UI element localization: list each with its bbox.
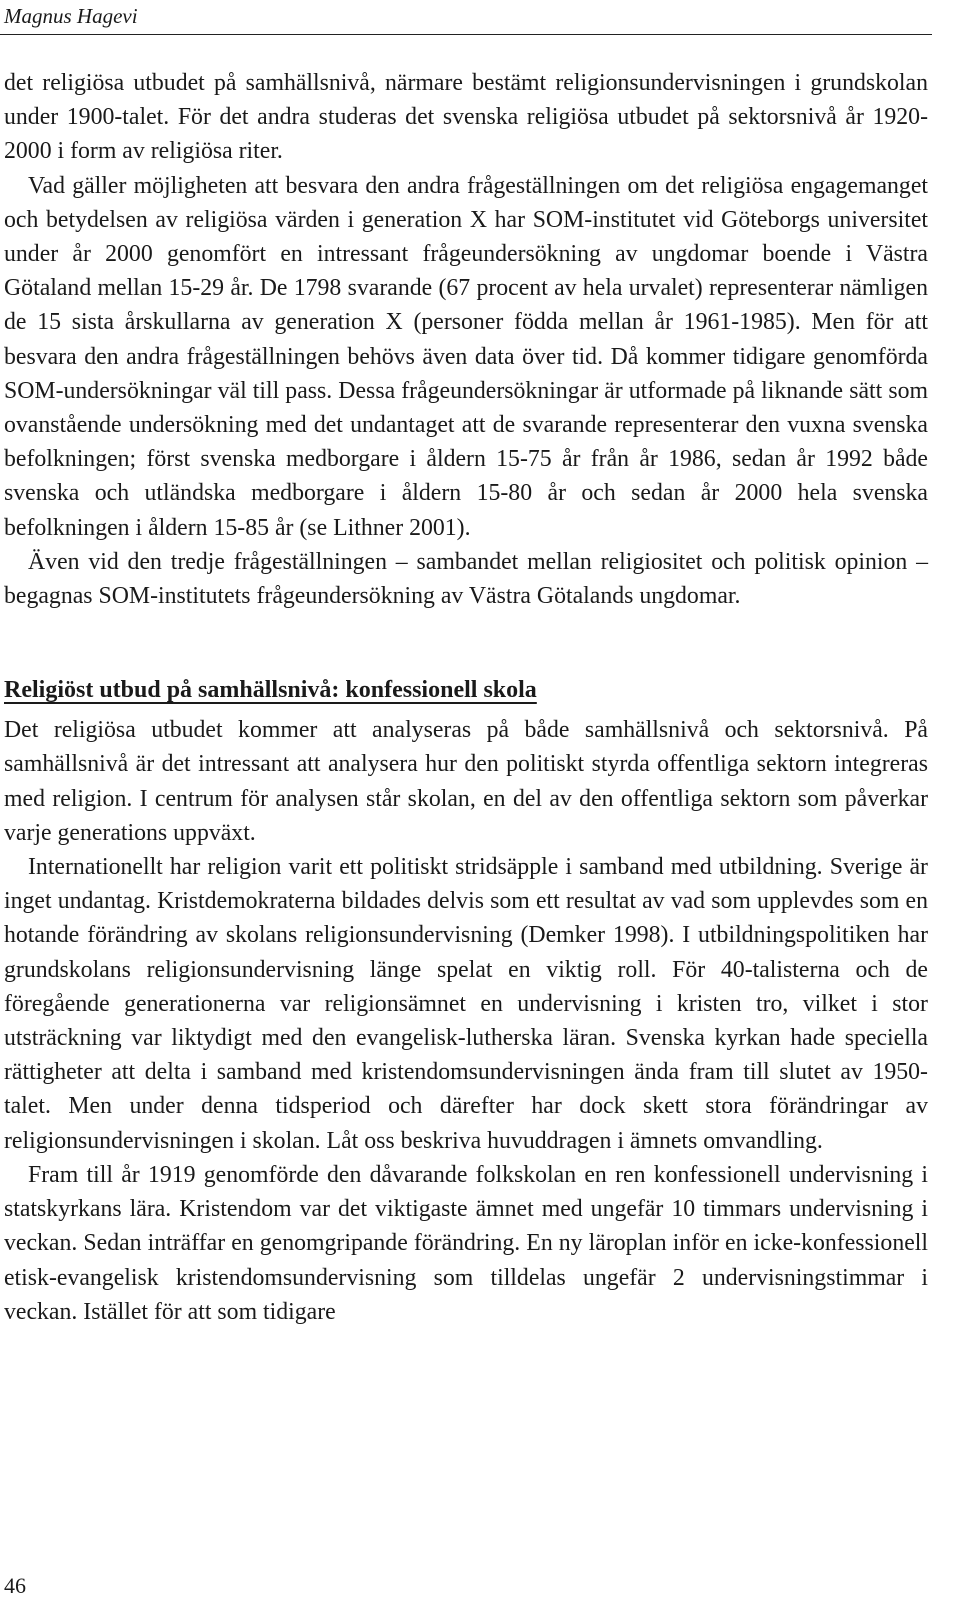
running-header-author: Magnus Hagevi — [4, 4, 138, 28]
paragraph-until-1919: Fram till år 1919 genomförde den dåvarande folkskolan en ren konfessionell undervisning i statskyrkans lära. Kristendom var det viktigaste ämnet med ungefär 10 timmars undervisning i veckan. Sedan inträffar en genomgripande förändring. En ny läroplan inför en icke-konfessionell etisk-evangelisk kristendomsundervisning som tilldelas ungefär 2 undervisningstimmar i veckan. Istället för att som tidigare — [4, 1161, 928, 1325]
paragraph-section-intro: Det religiösa utbudet kommer att analyseras på både samhällsnivå och sektorsnivå. På samhällsnivå är det intressant att analysera hur den politiskt styrda offentliga sektorn integreras med religion. I centrum för analysen står skolan, en del av den offentliga sektorn som påverkar varje generations uppväxt. — [4, 717, 928, 846]
section-heading: Religiöst utbud på samhällsnivå: konfessionell skola — [4, 677, 537, 704]
paragraph-international: Internationellt har religion varit ett politiskt stridsäpple i samband med utbildning. Sverige är inget undantag. Kristdemokraterna bildades delvis som ett resultat av vad som upplevdes som en hotande förändring av skolans religionsundervisning (Demker 1998). I utbildningspolitiken har grundskolans religionsundervisning länge spelat en viktig roll. För 40-talisterna och de föregående generationerna var religionsämnet en undervisning i kristen tro, vilket i stor utsträckning var liktydigt med den evangelisk-lutherska läran. Svenska kyrkan hade speciella rättigheter att delta i samband med kristendomsundervisningen ända fram till slutet av 1950-talet. Men under denna tidsperiod och därefter har dock skett stora förändringar av religionsundervisningen i skolan. Låt oss beskriva huvuddragen i ämnets omvandling. — [4, 854, 928, 1154]
paragraph-third-question: Även vid den tredje frågeställningen – sambandet mellan religiositet och politisk opinion – begagnas SOM-institutets frågeundersökning av Västra Götalands ungdomar. — [4, 548, 928, 610]
paragraph-continued: det religiösa utbudet på samhällsnivå, närmare bestämt religionsundervisningen i grundskolan under 1900-talet. För det andra studeras det svenska religiösa utbudet på sektorsnivå år 1920-2000 i form av religiösa riter. — [4, 70, 928, 165]
page-number: 46 — [4, 1573, 26, 1598]
header-rule — [0, 34, 932, 35]
body-text — [4, 66, 928, 1329]
paragraph-som-data: Vad gäller möjligheten att besvara den andra frågeställningen om det religiösa engagemanget och betydelsen av religiösa värden i generation X har SOM-institutet vid Göteborgs universitet under år 2000 genomfört en intressant frågeundersökning av ungdomar boende i Västra Götaland mellan 15-29 år. De 1798 svarande (67 procent av hela urvalet) representerar nämligen de 15 sista årskullarna av generation X (personer födda mellan år 1961-1985). Men för att besvara den andra frågeställningen behövs även data över tid. Då kommer tidigare genomförda SOM-undersökningar väl till pass. Dessa frågeundersökningar är utformade på liknande sätt som ovanstående undersökning med det undantaget att de svarande representerar den vuxna svenska befolkningen; först svenska medborgare i åldern 15-75 år från år 1986, sedan år 1992 både svenska och utländska medborgare i åldern 15-80 år och sedan år 2000 hela svenska befolkningen i åldern 15-85 år (se Lithner 2001). — [4, 172, 928, 541]
